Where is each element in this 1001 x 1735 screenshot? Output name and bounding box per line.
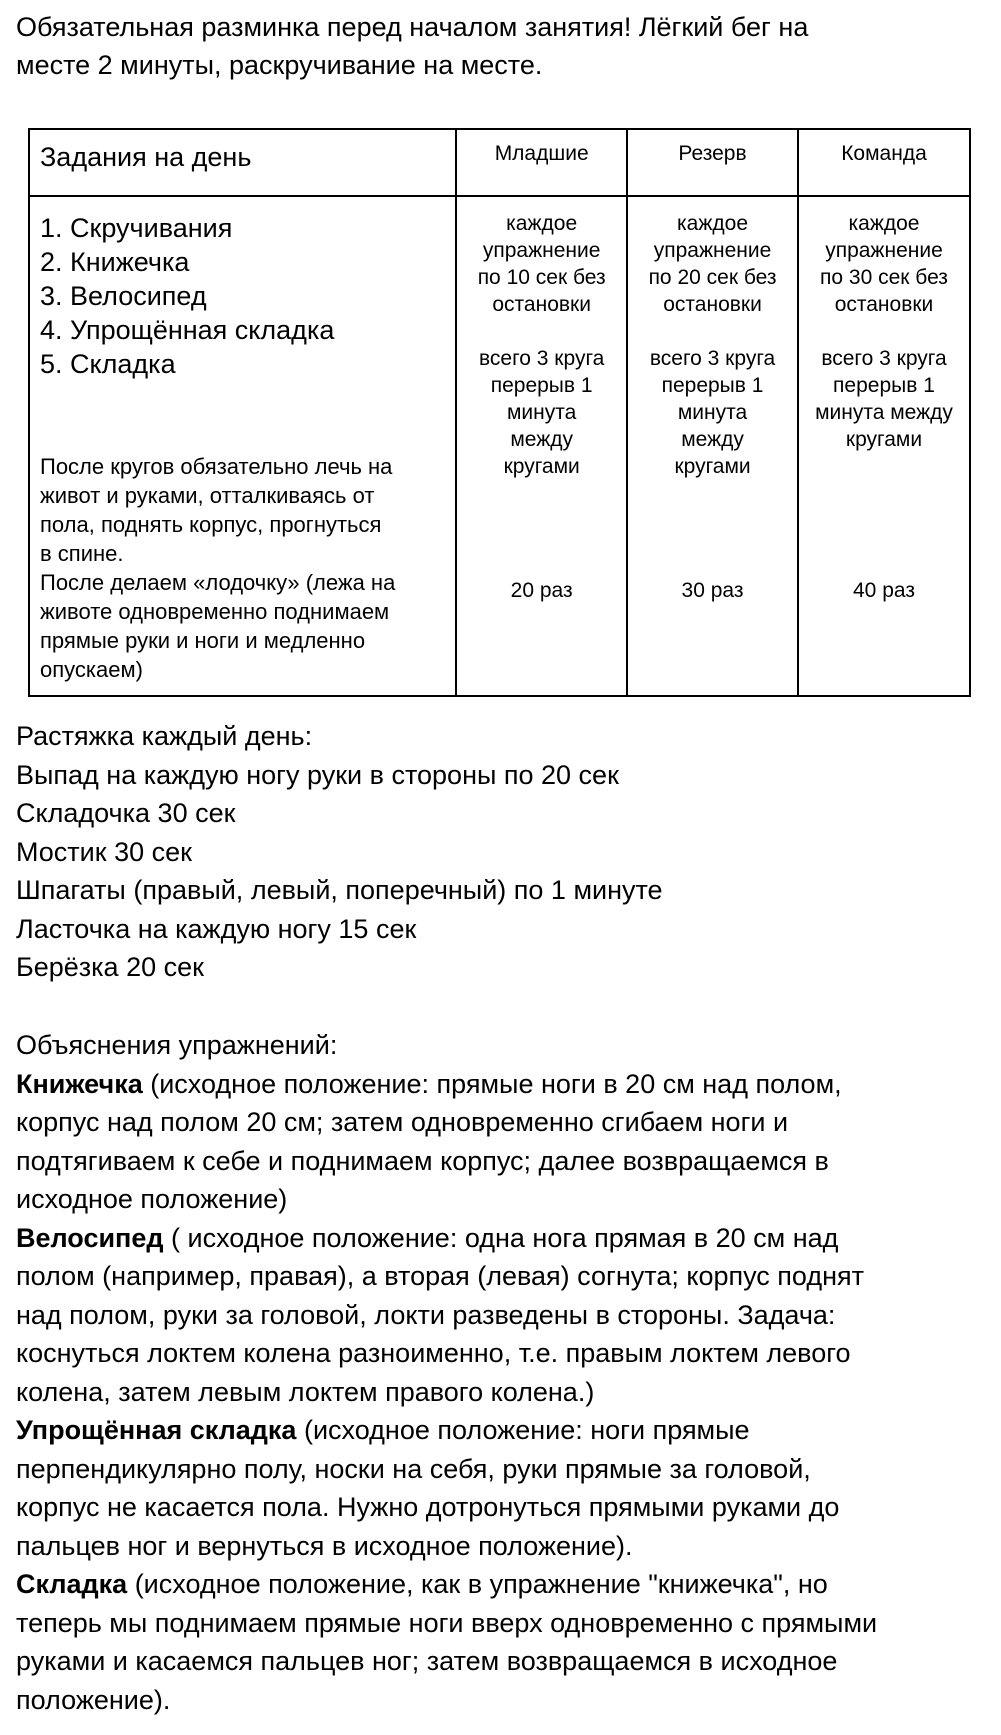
team-cell — [798, 196, 970, 696]
list-item: 4. Упрощённая складка — [40, 315, 335, 345]
fold-name: Складка — [16, 1569, 128, 1599]
text-line: руками и касаемся пальцев ног; затем возвращаемся в исходное — [16, 1646, 838, 1676]
text-line: корпус не касается пола. Нужно дотронуться прямыми руками до — [16, 1492, 840, 1522]
list-item: 2. Книжечка — [40, 247, 190, 277]
header-daily-tasks: Задания на день — [29, 129, 456, 196]
exercise-list — [30, 197, 455, 381]
book-name: Книжечка — [16, 1068, 143, 1099]
text-line: ( исходное положение: одна нога прямая в 20 см над — [163, 1222, 839, 1253]
intro-line-1: Обязательная разминка перед началом занятия! Лёгкий бег на — [16, 12, 809, 42]
juniors-rounds: всего 3 круга перерыв 1 минута между кругами — [478, 347, 605, 478]
after-rounds-note — [40, 452, 440, 684]
stretch-item: Берёзка 20 сек — [16, 952, 204, 982]
header-juniors: Младшие — [456, 129, 627, 196]
note-line: После делаем «лодочку» (лежа на — [40, 570, 396, 595]
team-reps: каждое упражнение по 30 сек без остановки — [820, 212, 948, 316]
bike-explanation — [16, 1219, 981, 1258]
fold-explanation — [16, 1565, 981, 1604]
table-header-row — [29, 129, 970, 196]
stretch-item: Мостик 30 сек — [16, 836, 192, 867]
stretching-title: Растяжка каждый день: — [16, 721, 313, 751]
reserve-reps: каждое упражнение по 20 сек без остановки — [648, 212, 777, 316]
header-team: Команда — [798, 129, 970, 196]
daily-tasks-table — [28, 128, 971, 697]
list-item: 1. Скручивания — [40, 213, 233, 243]
text-line: исходное положение) — [16, 1184, 288, 1214]
reserve-count: 30 раз — [681, 579, 744, 602]
text-line: корпус над полом 20 см; затем одновременно сгибаем ноги и — [16, 1107, 789, 1137]
stretch-item: Ласточка на каждую ногу 15 сек — [16, 913, 417, 944]
note-line: опускаем) — [40, 657, 143, 682]
header-reserve: Резерв — [627, 129, 798, 196]
text-line: (исходное положение: прямые ноги в 20 см над полом, — [142, 1068, 842, 1099]
text-line: колена, затем левым локтем правого колена.) — [16, 1376, 595, 1407]
note-line: в спине. — [40, 541, 124, 566]
book-explanation — [16, 1065, 981, 1104]
list-item: 3. Велосипед — [40, 281, 207, 311]
juniors-reps: каждое упражнение по 10 сек без остановки — [477, 212, 606, 316]
simple-fold-explanation — [16, 1411, 981, 1450]
simple-fold-name: Упрощённая складка — [16, 1415, 297, 1445]
text-line: (исходное положение: ноги прямые — [296, 1415, 750, 1445]
text-line: перпендикулярно полу, носки на себя, руки прямые за головой, — [16, 1453, 811, 1484]
reserve-cell — [627, 196, 798, 696]
juniors-cell — [456, 196, 627, 696]
intro-line-2: месте 2 минуты, раскручивание на месте. — [16, 50, 543, 80]
reserve-rounds: всего 3 круга перерыв 1 минута между кругами — [649, 347, 776, 478]
note-line: пола, поднять корпус, прогнуться — [40, 512, 382, 537]
explanations-title: Объяснения упражнений: — [16, 1030, 338, 1060]
note-line: После кругов обязательно лечь на — [40, 454, 393, 479]
text-line: полом (например, правая), а вторая (левая) согнута; корпус поднят — [16, 1261, 864, 1291]
warmup-intro — [16, 8, 976, 84]
note-line: прямые руки и ноги и медленно — [40, 628, 366, 653]
stretch-item: Шпагаты (правый, левый, поперечный) по 1 минуте — [16, 875, 663, 905]
table-body-row — [29, 196, 970, 696]
text-line: теперь мы поднимаем прямые ноги вверх одновременно с прямыми — [16, 1607, 878, 1638]
text-line: пальцев ног и вернуться в исходное положение). — [16, 1530, 633, 1561]
team-rounds: всего 3 круга перерыв 1 минута между кругами — [815, 347, 953, 451]
explanations-section — [16, 1026, 981, 1719]
text-line: положение). — [16, 1684, 171, 1715]
note-line: живот и руками, отталкиваясь от — [40, 483, 375, 508]
stretch-item: Складочка 30 сек — [16, 798, 236, 828]
exercises-cell — [29, 196, 456, 696]
text-line: над полом, руки за головой, локти разведены в стороны. Задача: — [16, 1299, 836, 1330]
team-count: 40 раз — [853, 579, 915, 602]
text-line: подтягиваем к себе и поднимаем корпус; далее возвращаемся в — [16, 1145, 829, 1176]
text-line: коснуться локтем колена разноименно, т.е. правым локтем левого — [16, 1338, 851, 1368]
bike-name: Велосипед — [16, 1222, 164, 1253]
list-item: 5. Складка — [40, 349, 176, 379]
stretch-item: Выпад на каждую ногу руки в стороны по 20 сек — [16, 759, 619, 790]
stretching-section — [16, 717, 976, 987]
juniors-count: 20 раз — [510, 579, 573, 602]
text-line: (исходное положение, как в упражнение "книжечка", но — [127, 1569, 828, 1599]
note-line: животе одновременно поднимаем — [40, 599, 390, 624]
